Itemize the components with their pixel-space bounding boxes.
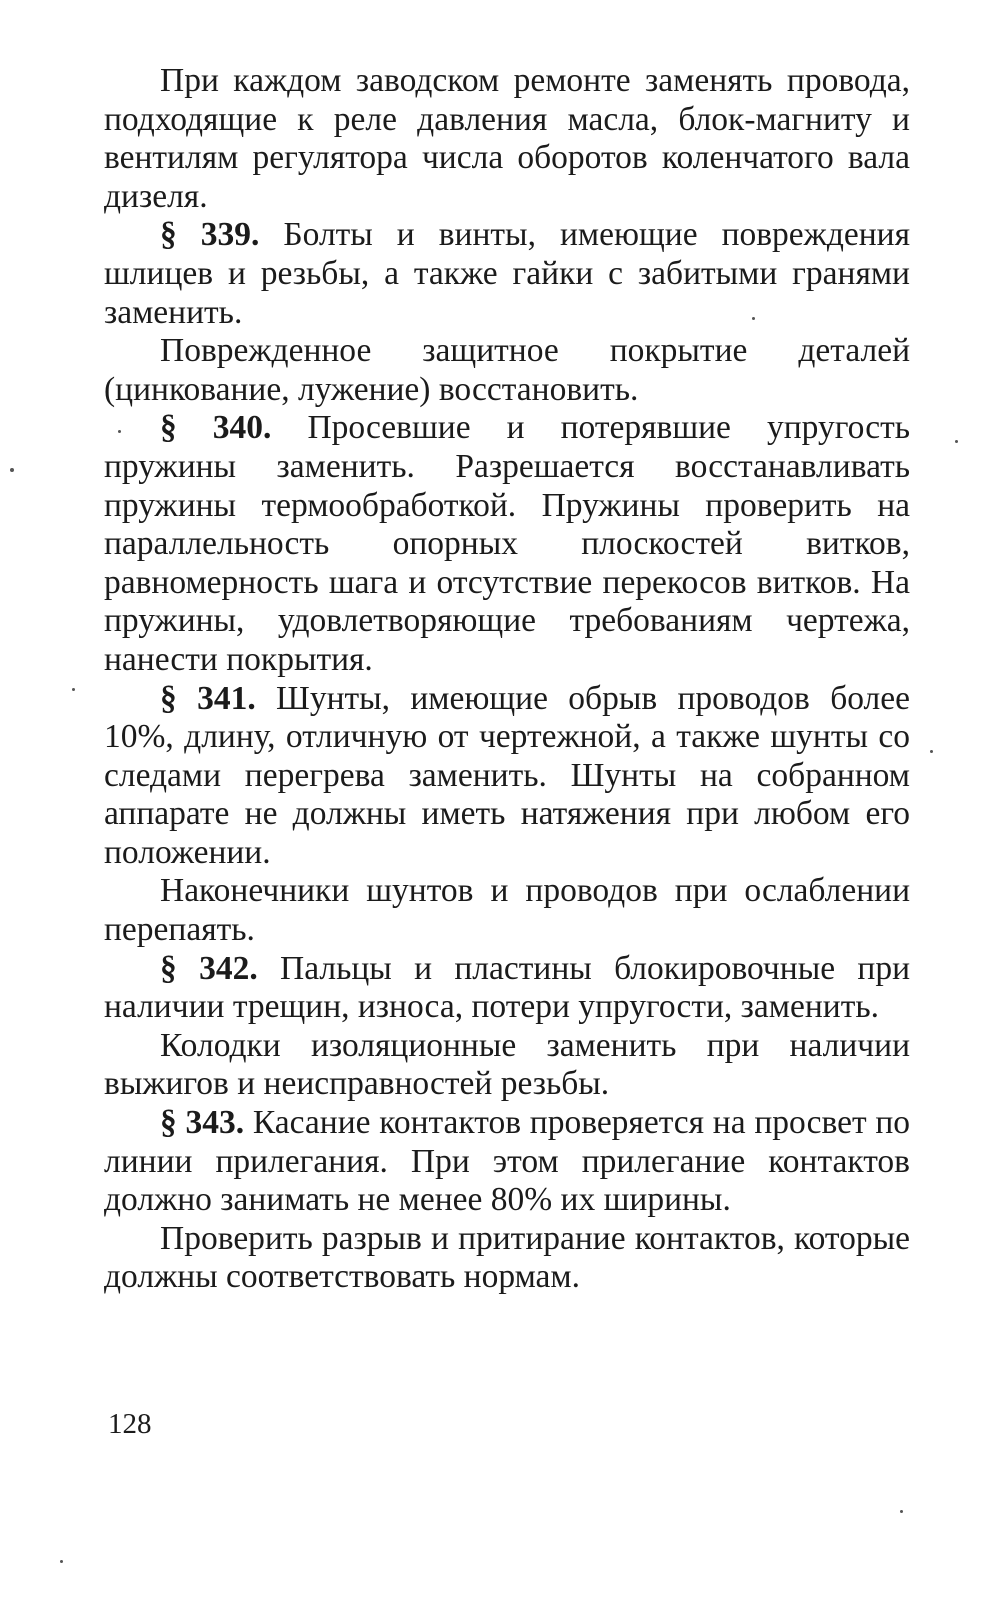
paragraph-text: Проверить разрыв и притирание контактов, которые должны соответствовать нормам.	[104, 1219, 910, 1296]
paragraph	[104, 872, 910, 949]
scan-speck	[955, 440, 958, 443]
section-number: § 341.	[160, 679, 256, 717]
paragraph	[104, 1027, 910, 1104]
paragraph-text: Болты и винты, имеющие повреждения шлицев и резьбы, а также гайки с забитыми гранями заменить.	[104, 216, 911, 331]
section-number: § 339.	[160, 216, 260, 254]
paragraph	[104, 216, 910, 332]
paragraph-text: При каждом заводском ремонте заменять провода, подходящие к реле давления масла, блок-магниту и вентилям регулятора числа оборотов коленчатого вала дизеля.	[104, 62, 910, 215]
paragraph-text: Наконечники шунтов и проводов при ослаблении перепаять.	[104, 872, 910, 949]
paragraph	[104, 680, 910, 873]
paragraph	[104, 1104, 910, 1220]
paragraph	[104, 1220, 910, 1297]
scan-speck	[72, 688, 75, 691]
paragraph	[104, 950, 910, 1027]
page-number: 128	[108, 1408, 152, 1440]
scan-speck	[10, 468, 14, 472]
paragraph	[104, 332, 910, 409]
section-number: § 340.	[160, 409, 272, 447]
scan-speck	[900, 1510, 903, 1513]
paragraph	[104, 62, 910, 216]
section-number: § 342.	[160, 949, 258, 987]
paragraph-text: Касание контактов проверяется на просвет по линии прилегания. При этом прилегание контактов должно занимать не менее 80% их ширины.	[104, 1104, 911, 1219]
paragraph	[104, 409, 910, 679]
scan-speck	[752, 317, 755, 320]
scan-speck	[930, 750, 933, 753]
paragraph-text: Поврежденное защитное покрытие деталей (цинкование, лужение) восстановить.	[104, 332, 910, 408]
paragraph-text: Шунты, имеющие обрыв проводов более 10%, длину, отличную от чертежной, а также шунты со следами перегрева заменить. Шунты на собранном аппарате не должны иметь натяжения при любом его положении.	[104, 679, 911, 871]
section-number: § 343.	[160, 1104, 245, 1142]
paragraph-text: Пальцы и пластины блокировочные при наличии трещин, износа, потери упругости, заменить.	[104, 949, 911, 1026]
paragraph-text: Просевшие и потерявшие упругость пружины заменить. Разрешается восстанавливать пружины термообработкой. Пружины проверить на параллельность опорных плоскостей витков, равномерность шага и отсутствие перекосов витков. На пружины, удовлетворяющие требованиям чертежа, нанести покрытия.	[104, 409, 911, 678]
page-body	[104, 62, 910, 1297]
scan-speck	[60, 1560, 63, 1563]
paragraph-text: Колодки изоляционные заменить при наличии выжигов и неисправностей резьбы.	[104, 1026, 910, 1103]
scan-speck	[118, 430, 121, 433]
